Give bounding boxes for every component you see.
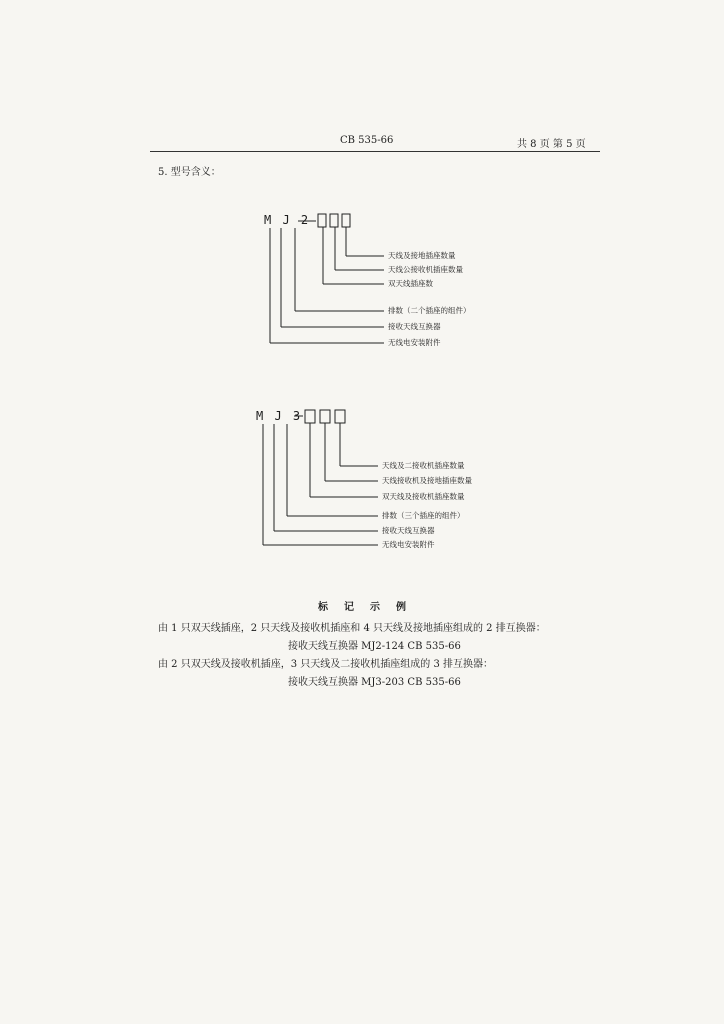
diagram-1-label-6: 无线电安装附件	[388, 338, 441, 347]
example-1-description: 由 1 只双天线插座，2 只天线及接收机插座和 4 只天线及接地插座组成的 2 排互换器：	[158, 623, 546, 634]
example-2-code: 接收天线互换器 MJ3-203 CB 535-66	[288, 677, 461, 688]
diagram-1-label-2: 天线公接收机插座数量	[388, 265, 463, 274]
diagram-1-lines	[270, 214, 384, 343]
example-1-code: 接收天线互换器 MJ2-124 CB 535-66	[288, 641, 461, 652]
diagram-2-label-3: 双天线及接收机插座数量	[382, 492, 465, 501]
marking-title: 标记示例	[318, 602, 422, 613]
diagram-2-label-6: 无线电安装附件	[382, 540, 435, 549]
diagram-2-label-5: 接收天线互换器	[382, 526, 435, 535]
diagram-2-lines	[263, 410, 378, 545]
diagram-2-label-2: 天线接收机及接地插座数量	[382, 476, 472, 485]
diagram-1-label-1: 天线及接地插座数量	[388, 251, 456, 260]
diagram-2-code: M J 3	[256, 409, 303, 423]
diagram-1-label-3: 双天线插座数	[388, 279, 433, 288]
diagram-1-label-5: 接收天线互换器	[388, 322, 441, 331]
document-number: CB 535-66	[340, 135, 394, 146]
example-2-description: 由 2 只双天线及接收机插座，3 只天线及二接收机插座组成的 3 排互换器：	[158, 659, 493, 670]
diagram-1-code: M J 2	[264, 213, 311, 227]
diagram-1-label-4: 排数（二个插座的组件）	[388, 306, 471, 315]
diagram-2-label-4: 排数（三个插座的组件）	[382, 511, 465, 520]
page-info: 共 8 页 第 5 页	[517, 139, 586, 150]
diagram-2-label-1: 天线及二接收机插座数量	[382, 461, 465, 470]
section-heading: 5. 型号含义：	[158, 167, 221, 178]
